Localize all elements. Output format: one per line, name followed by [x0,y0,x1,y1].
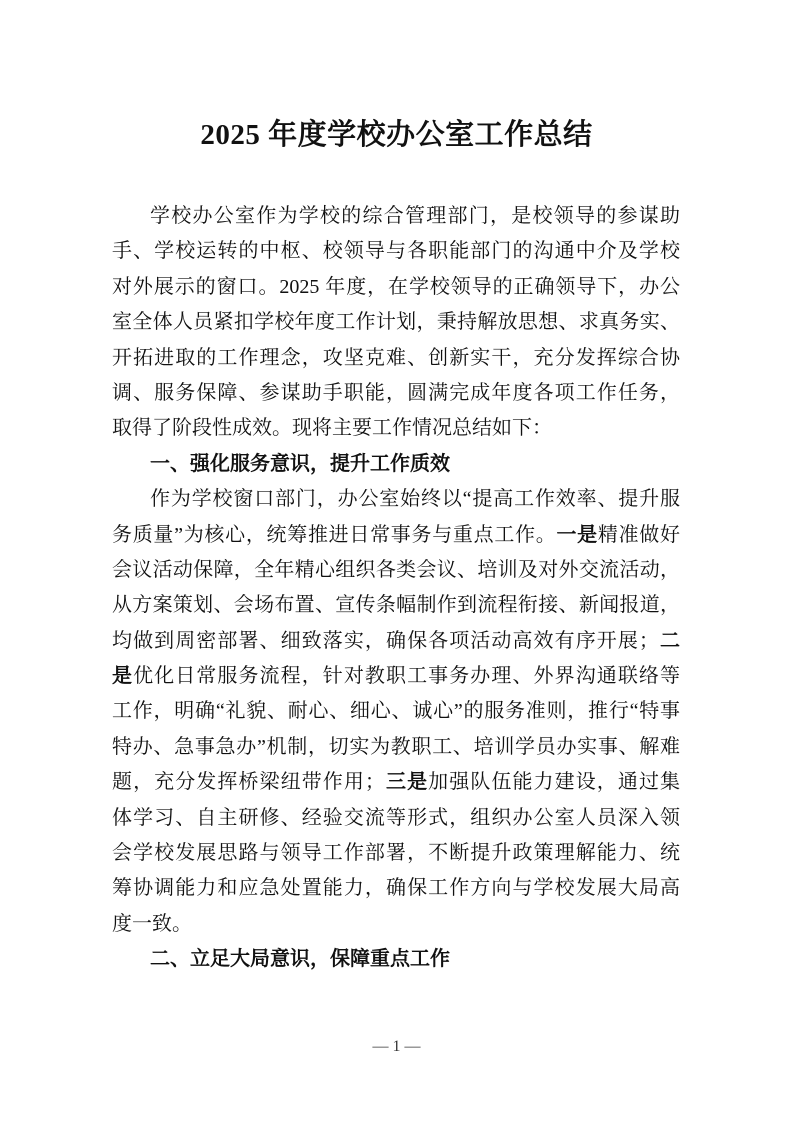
text-run: 加强队伍能力建设，通过集 [428,771,681,794]
section-heading: 一、强化服务意识，提升工作质效 [150,452,450,475]
text-run: 调、服务保障、参谋助手职能，圆满完成年度各项工作任务， [112,381,680,404]
text-run: 开拓进取的工作理念，攻坚克难、创新实干，充分发挥综合协 [112,346,680,369]
section-heading: 二、立足大局意识，保障重点工作 [150,948,450,971]
paragraph-line [112,411,680,446]
text-run: 务质量”为核心，统筹推进日常事务与重点工作。 [112,523,557,546]
text-run: 精准做好 [597,523,680,546]
text-run: 对外展示的窗口。2025 年度，在学校领导的正确领导下，办公 [112,275,680,298]
paragraph-line [112,376,680,411]
paragraph-line [112,482,680,517]
page-number: — 1 — [372,1038,421,1055]
bold-text: 是 [112,665,134,688]
paragraph-line [112,305,680,340]
bold-text: 一是 [556,523,598,546]
paragraph-line [112,659,680,694]
paragraph-line [112,553,680,588]
text-run: 从方案策划、会场布置、宣传条幅制作到流程衔接、新闻报道， [112,594,680,617]
text-run: 题，充分发挥桥梁纽带作用； [112,771,385,794]
text-run: 均做到周密部署、细致落实，确保各项活动高效有序开展； [112,629,659,652]
text-run: 会议活动保障，全年精心组织各类会议、培训及对外交流活动， [112,558,680,581]
paragraph-line [112,270,680,305]
text-run: 体学习、自主研修、经验交流等形式，组织办公室人员深入领 [112,806,680,829]
text-run: 会学校发展思路与领导工作部署，不断提升政策理解能力、统 [112,842,680,865]
paragraph-line [112,199,680,234]
paragraph-line [112,871,680,906]
paragraph-line [112,765,680,800]
text-run: 手、学校运转的中枢、校领导与各职能部门的沟通中介及学校 [112,240,680,263]
paragraph-line [112,907,680,942]
text-run: 室全体人员紧扣学校年度工作计划，秉持解放思想、求真务实、 [112,311,680,334]
paragraph-line [112,624,680,659]
bold-text: 三是 [384,771,429,794]
paragraph-line [112,518,680,553]
text-run: 度一致。 [112,912,192,935]
document-title: 2025 年度学校办公室工作总结 [200,119,593,151]
paragraph-line [112,801,680,836]
text-run: 取得了阶段性成效。现将主要工作情况总结如下： [112,417,552,440]
text-run: 作为学校窗口部门，办公室始终以“提高工作效率、提升服 [150,488,680,511]
bold-text: 二 [658,629,681,652]
paragraph-line [112,588,680,623]
paragraph-line [112,730,680,765]
text-run: 筹协调能力和应急处置能力，确保工作方向与学校发展大局高 [112,877,680,900]
text-run: 学校办公室作为学校的综合管理部门，是校领导的参谋助 [150,205,680,227]
paragraph-line [112,234,680,269]
text-run: 特办、急事急办”机制，切实为教职工、培训学员办实事、解难 [112,735,680,758]
paragraph-line [112,341,680,376]
document-body [112,199,680,978]
paragraph-line [112,836,680,871]
paragraph-line [112,694,680,729]
text-run: 工作，明确“礼貌、耐心、细心、诚心”的服务准则，推行“特事 [112,700,680,723]
text-run: 优化日常服务流程，针对教职工事务办理、外界沟通联络等 [133,665,681,688]
